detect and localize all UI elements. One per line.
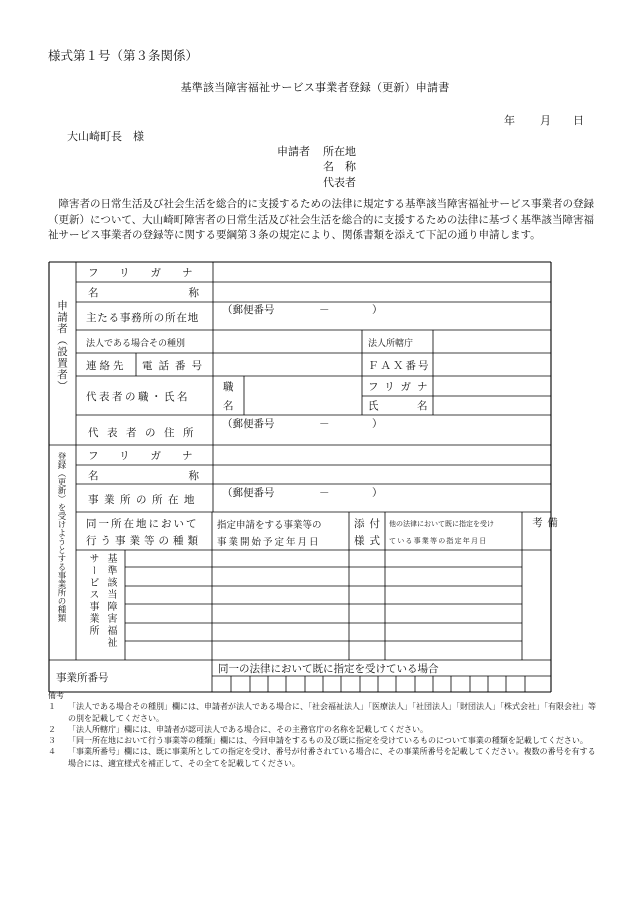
form-number: 様式第１号（第３条関係）: [48, 48, 199, 63]
date-year: 年: [504, 114, 515, 127]
note-text: 「法人である場合その種別」欄には、申請者が法人である場合に、「社会福祉法人」「医療法人」「社団法人」「財団法人」「株式会社」「有限会社」等の別を記載してください。: [68, 702, 596, 723]
applicant-label: 申請者: [277, 145, 310, 158]
s2-postal-close: ）: [372, 487, 383, 499]
s2-office-address-label: 事業所の所在地: [88, 494, 200, 506]
s2-attach-line1: 添付: [354, 518, 385, 530]
s1-corp-office-label: 法人所轄庁: [368, 339, 414, 349]
s2-name-label: 名称: [88, 470, 289, 482]
s2-postal-label: （郵便番号: [222, 487, 275, 499]
applicant-representative-label: 代表者: [323, 176, 356, 189]
s2-postal-dash: －: [319, 487, 330, 499]
s1-job-label: 職: [223, 381, 234, 393]
s2-same-loc-line2: 行う事業等の種類: [86, 535, 202, 547]
section1-vertical-label: 申請者（設置者）: [56, 300, 68, 392]
s2-other-law-line2: ている事業等の指定年月日: [389, 537, 488, 545]
s1-postal-dash: －: [319, 304, 330, 316]
office-number-header: 同一の法律において既に指定を受けている場合: [218, 663, 439, 675]
section2-vertical-label: 登録（更新）を受けようとする事業所の種類: [56, 452, 66, 622]
s2-remarks-label: 備考: [531, 517, 558, 534]
s1-fax-label: ＦＡＸ番号: [368, 360, 431, 372]
s1-full-name-label: 氏 名: [368, 400, 442, 412]
s1-name-label: 名称: [88, 287, 289, 299]
note-item-4: [48, 746, 598, 769]
s1-rep-title-name-label: 代表者の職・氏名: [86, 391, 190, 403]
note-num: ３: [48, 736, 56, 746]
s1-postal-label: （郵便番号: [222, 304, 275, 316]
s1-postal-close-2: ）: [372, 418, 383, 430]
note-num: １: [48, 702, 56, 712]
s1-furigana-text: フリガナ: [88, 267, 214, 279]
s2-other-law-line1: 他の法律において既に指定を受け: [389, 520, 494, 528]
note-item-1: [48, 701, 598, 724]
notes: [48, 690, 598, 769]
s2-app-date-line2: 事業開始予定年月日: [217, 537, 321, 548]
s1-furigana-label: [88, 265, 214, 280]
office-number-label: 事業所番号: [56, 672, 109, 684]
notes-title: 備考: [48, 691, 64, 700]
addressee: 大山崎町長 様: [67, 130, 144, 143]
s1-contact-label: 連絡先: [86, 360, 127, 372]
s2-same-loc-line1: 同一所在地において: [86, 518, 199, 530]
date-day: 日: [573, 114, 584, 127]
s1-postal-dash-2: －: [319, 418, 330, 430]
applicant-name-label: 名 称: [323, 160, 356, 173]
s1-main-office-label: 主たる事務所の所在地: [86, 312, 199, 324]
note-text: 「同一所在地において行う事業等の種類」欄には、今回申請をするもの及び既に指定を受けているものについて事業の種類を記載してください。: [68, 736, 588, 746]
s1-rep-address-label: 代表者の住所: [88, 427, 202, 439]
date-month: 月: [540, 114, 551, 127]
s1-phone-label: 電話番号: [142, 360, 208, 372]
applicant-location-label: 所在地: [323, 145, 356, 158]
s2-service-type-vertical: 基準該当障害福祉サービス事業所: [87, 553, 116, 649]
s1-furigana2-label: フリガナ: [368, 381, 434, 393]
note-item-3: [48, 735, 598, 746]
s1-postal-close: ）: [372, 304, 383, 316]
note-text: 「事業所番号」欄には、既に事業所としての指定を受け、番号が付番されている場合に、その事業所番号を記載してください。複数の番号を有する場合には、適宜様式を補正して、その全てを記載してください。: [68, 747, 596, 768]
application-statement: 障害者の日常生活及び社会生活を総合的に支援するための法律に規定する基準該当障害福祉サービス事業者の登録（更新）について、大山崎町障害者の日常生活及び社会生活を総合的に支援するための法律に基づく基準該当障害福祉サービス事業者の登録等に関する要綱第３条の規定により、関係書類を添えて下記の通り申請します。: [48, 198, 594, 242]
s2-attach-line2: 様式: [354, 535, 385, 547]
note-text: 「法人所轄庁」欄には、申請者が認可法人である場合に、その主務官庁の名称を記載してください。: [68, 724, 428, 734]
note-num: ２: [48, 724, 56, 734]
s1-corp-type-label: 法人である場合その種別: [86, 339, 186, 349]
s2-furigana-label: フリガナ: [88, 450, 214, 462]
note-item-2: [48, 724, 598, 735]
note-num: ４: [48, 747, 56, 757]
page-title: 基準該当障害福祉サービス事業者登録（更新）申請書: [180, 81, 450, 94]
s1-postal-label-2: （郵便番号: [222, 418, 275, 430]
s2-app-date-line1: 指定申請をする事業等の: [217, 520, 322, 531]
s1-name-small-label: 名: [223, 400, 234, 412]
